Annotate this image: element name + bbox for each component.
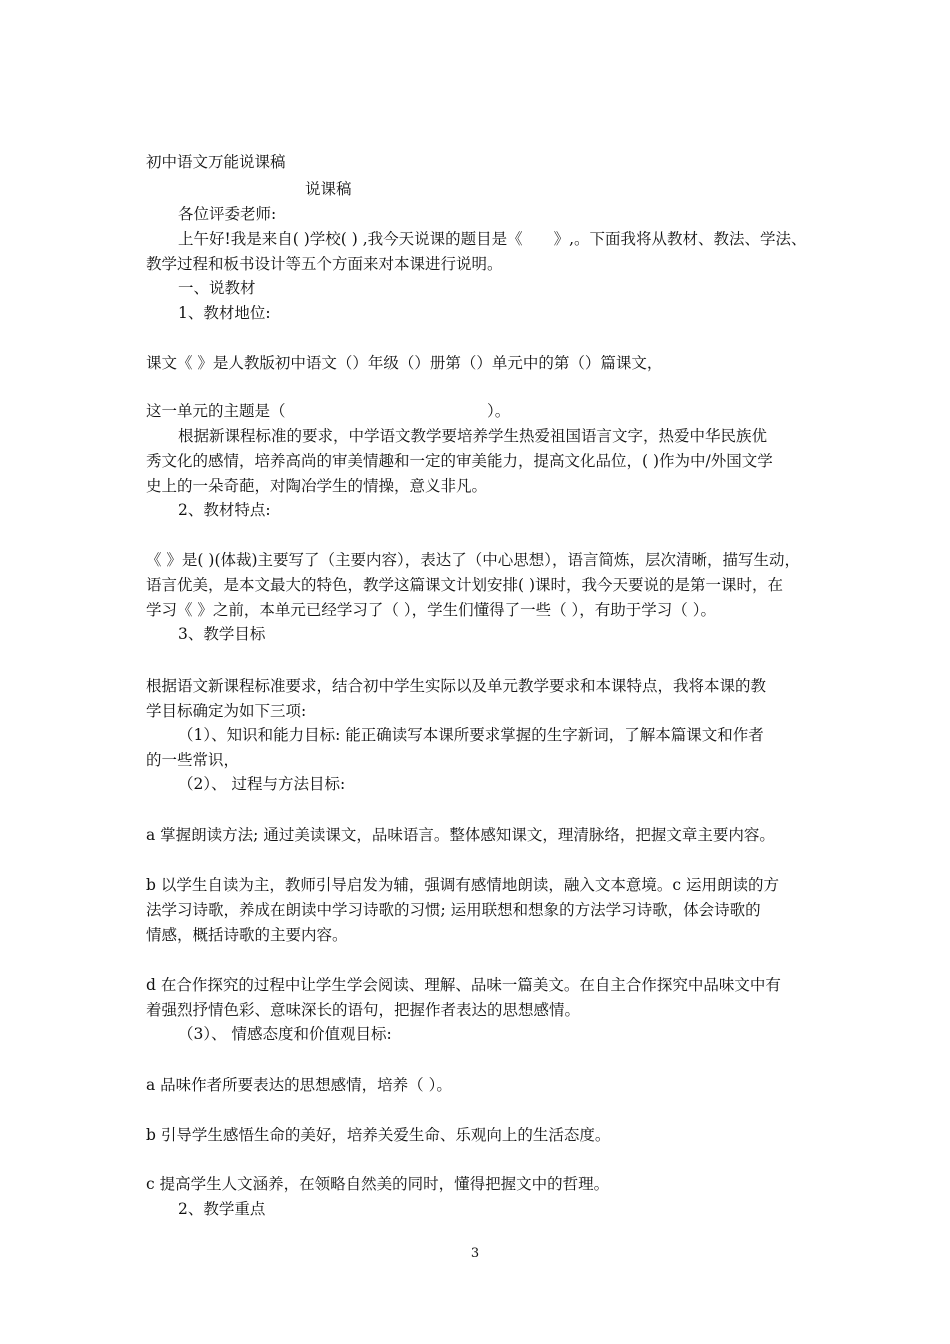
goal-emotion-item-b: b 引导学生感悟生命的美好，培养关爱生命、乐观向上的生活态度。: [146, 1126, 611, 1144]
intro-line-1: 上午好!我是来自( )学校( ) ,我今天说课的题目是《 》,。下面我将从教材、教法、学法、: [178, 230, 807, 248]
subheading-key-points: 2、教学重点: [178, 1200, 266, 1218]
goal-emotion-heading: （3）、 情感态度和价值观目标:: [178, 1025, 392, 1043]
paragraph-unit-theme: 这一单元的主题是（ ）。: [146, 402, 511, 420]
goal-process-heading: （2）、 过程与方法目标:: [178, 775, 346, 793]
paragraph-curriculum-line-2: 秀文化的感情，培养高尚的审美情趣和一定的审美能力，提高文化品位，( )作为中/外国文学: [146, 452, 773, 470]
goal-process-item-b-line-2: 法学习诗歌，养成在朗读中学习诗歌的习惯; 运用联想和想象的方法学习诗歌，体会诗歌的: [146, 901, 761, 919]
page-number: 3: [470, 1246, 480, 1261]
paragraph-features-line-2: 语言优美，是本文最大的特色，教学这篇课文计划安排( )课时，我今天要说的是第一课时，在: [146, 576, 784, 594]
paragraph-goals-line-2: 学目标确定为如下三项:: [146, 702, 307, 720]
subheading-status: 1、教材地位:: [178, 304, 271, 322]
goal-process-item-d-line-2: 着强烈抒情色彩、意味深长的语句，把握作者表达的思想感情。: [146, 1001, 581, 1019]
goal-process-item-a: a 掌握朗读方法; 通过美读课文，品味语言。整体感知课文，理清脉络，把握文章主要内容。: [146, 826, 775, 844]
goal-knowledge-line-2: 的一些常识，: [146, 751, 240, 769]
subheading-goals: 3、教学目标: [178, 625, 266, 643]
paragraph-features-line-3: 学习《 》之前，本单元已经学习了（ ），学生们懂得了一些（ ），有助于学习（ ）。: [146, 601, 716, 619]
goal-emotion-item-c: c 提高学生人文涵养，在领略自然美的同时，懂得把握文中的哲理。: [146, 1175, 610, 1193]
section-heading-materials: 一、说教材: [178, 279, 256, 297]
document-header-title: 初中语文万能说课稿: [146, 153, 286, 171]
goal-process-item-d-line-1: d 在合作探究的过程中让学生学会阅读、理解、品味一篇美文。在自主合作探究中品味文中有: [146, 976, 781, 994]
paragraph-curriculum-line-3: 史上的一朵奇葩，对陶冶学生的情操，意义非凡。: [146, 477, 488, 495]
goal-emotion-item-a: a 品味作者所要表达的思想感情，培养（ ）。: [146, 1076, 452, 1094]
subheading-features: 2、教材特点:: [178, 501, 271, 519]
paragraph-curriculum-line-1: 根据新课程标准的要求，中学语文教学要培养学生热爱祖国语言文字，热爱中华民族优: [178, 427, 768, 445]
paragraph-goals-line-1: 根据语文新课程标准要求，结合初中学生实际以及单元教学要求和本课特点，我将本课的教: [146, 677, 767, 695]
paragraph-features-line-1: 《 》是( )(体裁)主要写了（主要内容），表达了（中心思想），语言简炼，层次清晰，描写生动，: [146, 551, 801, 569]
salutation: 各位评委老师:: [178, 205, 277, 223]
goal-knowledge-line-1: （1）、知识和能力目标: 能正确读写本课所要求掌握的生字新词，了解本篇课文和作者: [178, 726, 764, 744]
goal-process-item-b-line-1: b 以学生自读为主，教师引导启发为辅，强调有感情地朗读，融入文本意境。c 运用朗读的方: [146, 876, 779, 894]
goal-process-item-b-line-3: 情感，概括诗歌的主要内容。: [146, 926, 348, 944]
intro-line-2: 教学过程和板书设计等五个方面来对本课进行说明。: [146, 255, 503, 273]
paragraph-text-info: 课文《 》是人教版初中语文（）年级（）册第（）单元中的第（）篇课文，: [146, 354, 663, 372]
center-title: 说课稿: [305, 180, 352, 198]
